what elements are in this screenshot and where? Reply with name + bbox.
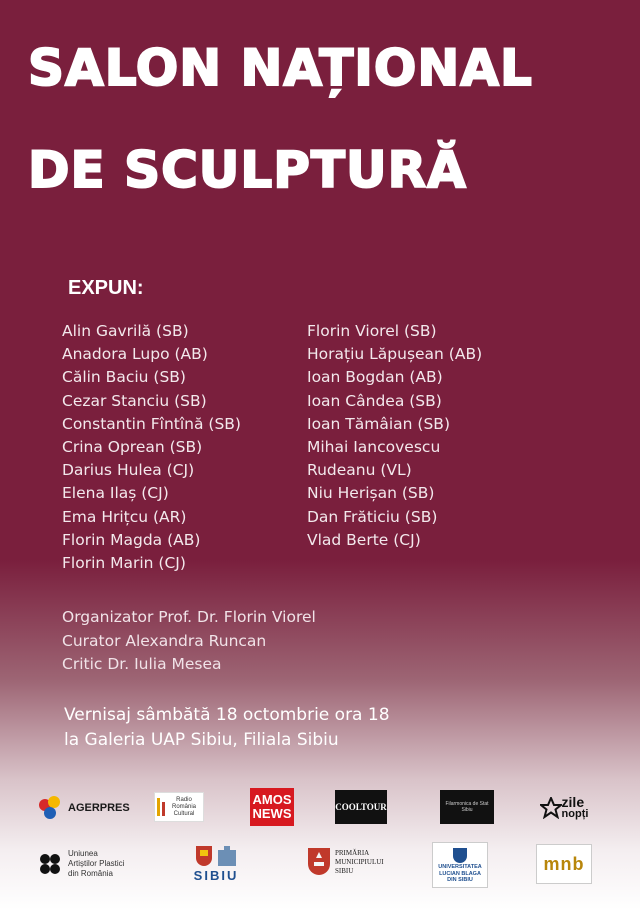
exhibitor-name: Ioan Bogdan (AB) <box>307 368 443 387</box>
primaria-sibiu-logo <box>306 840 396 884</box>
exhibitor-name: Darius Hulea (CJ) <box>62 461 195 480</box>
star-icon <box>540 797 562 819</box>
exhibitor-name: Florin Viorel (SB) <box>307 322 437 340</box>
amos-news-logo <box>250 788 294 826</box>
exhibitor-name: Horațiu Lăpușean (AB) <box>307 345 483 364</box>
nopti-label: nopți <box>561 808 589 820</box>
vernisaj-info <box>64 703 390 753</box>
primaria-label-line1: PRIMĂRIA <box>335 848 370 857</box>
title-line-1: SALON NAȚIONAL <box>28 39 533 97</box>
exhibitor-name: Niu Herișan (SB) <box>307 484 435 503</box>
primaria-label-line3: SIBIU <box>335 866 354 875</box>
exhibitor-name: Cezar Stanciu (SB) <box>62 391 207 410</box>
vernisaj-date: Vernisaj sâmbătă 18 octombrie ora 18 <box>64 705 390 725</box>
credits <box>62 606 316 677</box>
radio-label: Radio România Cultural <box>171 796 196 817</box>
consiliul-judetean-sibiu-logo <box>190 838 242 888</box>
exhibitor-name: Ioan Cândea (SB) <box>307 391 442 410</box>
exhibitor-name: Elena Ilaș (CJ) <box>62 484 169 503</box>
ulbs-label-line1: UNIVERSITATEA <box>438 864 482 871</box>
ulbs-label-line3: DIN SIBIU <box>447 877 473 884</box>
exhibitor-name: Rudeanu (VL) <box>307 461 412 480</box>
agerpres-emblem-icon <box>36 793 64 823</box>
uap-label-line1: Uniunea <box>68 849 98 858</box>
exhibitor-name: Anadora Lupo (AB) <box>62 345 208 364</box>
curator-credit: Curator Alexandra Runcan <box>62 631 267 650</box>
exhibitor-name: Crina Oprean (SB) <box>62 438 203 457</box>
zile-nopti-logo <box>532 790 596 826</box>
critic-credit: Critic Dr. Iulia Mesea <box>62 655 222 673</box>
organizer-credit: Organizator Prof. Dr. Florin Viorel <box>62 608 316 626</box>
uap-label-line2: Artiștilor Plastici <box>68 859 125 868</box>
ulbs-label-line2: LUCIAN BLAGA <box>439 870 481 877</box>
primaria-label-line2: MUNICIPIULUI <box>335 857 384 866</box>
exhibitor-name: Alin Gavrilă (SB) <box>62 322 189 340</box>
city-shield-icon <box>306 846 332 878</box>
county-crest-icon <box>194 844 238 868</box>
exhibitor-name: Dan Frăticiu (SB) <box>307 507 438 526</box>
exhibitor-name: Mihai Iancovescu <box>307 438 441 457</box>
mnb-logo <box>536 844 592 884</box>
agerpres-label: AGERPRES <box>68 802 130 814</box>
exhibitors-left-column <box>62 320 241 575</box>
exhibitor-name: Constantin Fîntînă (SB) <box>62 414 241 433</box>
amos-label: AMOS <box>252 792 292 807</box>
exhibitor-name: Ioan Tămâian (SB) <box>307 414 450 433</box>
exhibitor-name: Florin Marin (CJ) <box>62 554 186 573</box>
radio-romania-cultural-logo <box>154 792 204 822</box>
filarmonica-label: Filarmonica de Stat Sibiu <box>445 801 489 813</box>
exhibitor-name: Ema Hrițcu (AR) <box>62 507 187 526</box>
exhibitors-right-column <box>307 320 482 552</box>
exhibitors-heading: EXPUN: <box>68 277 144 299</box>
vernisaj-location: la Galeria UAP Sibiu, Filiala Sibiu <box>64 730 339 750</box>
cooltour-label: COOLTOUR <box>335 802 387 812</box>
radio-bars-icon <box>157 796 167 818</box>
zile-label: zile <box>561 794 585 810</box>
exhibitor-name: Călin Baciu (SB) <box>62 368 186 387</box>
exhibitor-name: Florin Magda (AB) <box>62 530 201 549</box>
uap-romania-logo <box>36 844 146 884</box>
uap-emblem-icon <box>36 850 64 878</box>
mnb-label: mnb <box>543 853 585 874</box>
uap-label-line3: din România <box>68 869 113 878</box>
news-label: NEWS <box>252 806 292 821</box>
ulbs-logo <box>432 842 488 888</box>
title-line-2: DE SCULPTURĂ <box>28 141 467 199</box>
cooltour-logo <box>335 790 387 824</box>
university-crest-icon <box>451 846 469 864</box>
sibiu-label: SIBIU <box>193 867 239 883</box>
filarmonica-logo <box>440 790 494 824</box>
exhibitor-name: Vlad Berte (CJ) <box>307 530 421 549</box>
agerpres-logo <box>36 790 136 826</box>
